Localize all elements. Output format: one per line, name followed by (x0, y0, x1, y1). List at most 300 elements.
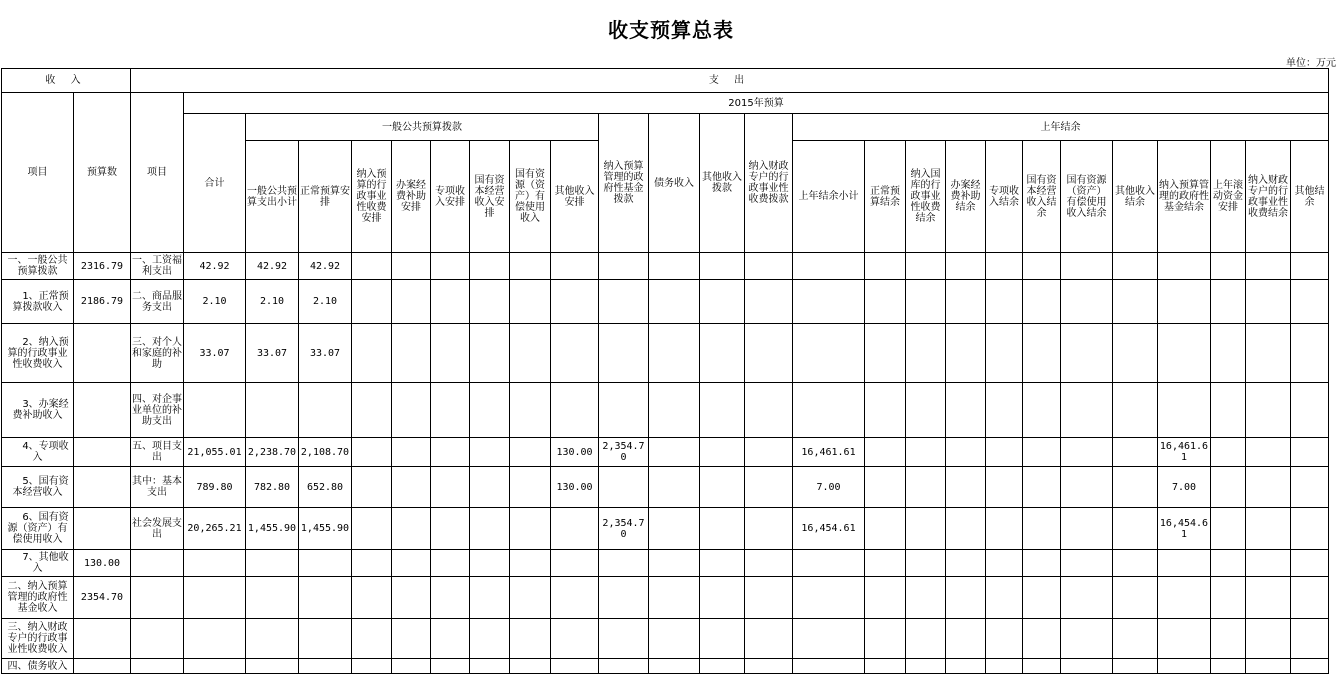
value-cell (1291, 550, 1329, 577)
value-cell (1061, 619, 1113, 659)
budget-cell: 2316.79 (74, 253, 131, 280)
value-cell (865, 438, 906, 467)
value-cell (1158, 253, 1211, 280)
value-cell (1211, 324, 1246, 383)
expense-item-cell: 四、对企事业单位的补助支出 (131, 383, 184, 438)
col-header: 纳入财政专户的行政事业性收费结余 (1246, 141, 1291, 253)
value-cell (865, 280, 906, 324)
value-cell (1061, 550, 1113, 577)
value-cell (1113, 467, 1158, 508)
value-cell (392, 508, 431, 550)
value-cell (599, 253, 649, 280)
value-cell (1246, 383, 1291, 438)
value-cell (1023, 280, 1061, 324)
value-cell (510, 438, 551, 467)
budget-cell: 130.00 (74, 550, 131, 577)
value-cell: 782.80 (246, 467, 299, 508)
value-cell (1061, 253, 1113, 280)
value-cell (1246, 550, 1291, 577)
value-cell (906, 383, 946, 438)
value-cell: 42.92 (299, 253, 352, 280)
value-cell (986, 659, 1023, 674)
value-cell (1291, 280, 1329, 324)
value-cell (906, 253, 946, 280)
income-item-header: 项目 (2, 93, 74, 253)
col-header: 其他收入拨款 (700, 114, 745, 253)
value-cell (1291, 383, 1329, 438)
total-cell: 789.80 (184, 467, 246, 508)
col-header: 正常预算安排 (299, 141, 352, 253)
value-cell (700, 659, 745, 674)
value-cell (865, 577, 906, 619)
value-cell (649, 619, 700, 659)
value-cell (246, 550, 299, 577)
value-cell (1023, 467, 1061, 508)
value-cell (1291, 577, 1329, 619)
value-cell (431, 280, 470, 324)
value-cell (986, 324, 1023, 383)
table-row (2, 659, 1329, 674)
value-cell (745, 253, 793, 280)
value-cell (599, 577, 649, 619)
value-cell (906, 467, 946, 508)
value-cell (986, 467, 1023, 508)
value-cell (649, 438, 700, 467)
budget-amount-header: 预算数 (74, 93, 131, 253)
value-cell (470, 619, 510, 659)
value-cell (865, 383, 906, 438)
income-header: 收 入 (2, 69, 131, 93)
table-row (2, 467, 1329, 508)
income-item-cell: 1、正常预算拨款收入 (2, 280, 74, 324)
value-cell (649, 508, 700, 550)
value-cell (1113, 253, 1158, 280)
value-cell (431, 619, 470, 659)
value-cell (1246, 467, 1291, 508)
value-cell (470, 253, 510, 280)
value-cell (649, 467, 700, 508)
value-cell (431, 324, 470, 383)
budget-cell: 2186.79 (74, 280, 131, 324)
value-cell (1158, 280, 1211, 324)
value-cell (1061, 324, 1113, 383)
value-cell (906, 619, 946, 659)
value-cell (551, 508, 599, 550)
value-cell (865, 659, 906, 674)
value-cell (1023, 508, 1061, 550)
value-cell (1113, 577, 1158, 619)
value-cell: 652.80 (299, 467, 352, 508)
value-cell (510, 253, 551, 280)
value-cell (1113, 508, 1158, 550)
value-cell (510, 383, 551, 438)
value-cell (793, 619, 865, 659)
value-cell (470, 383, 510, 438)
value-cell: 2,354.70 (599, 438, 649, 467)
value-cell (700, 467, 745, 508)
value-cell (793, 550, 865, 577)
value-cell (946, 508, 986, 550)
value-cell (649, 550, 700, 577)
value-cell (700, 577, 745, 619)
value-cell (1061, 659, 1113, 674)
value-cell (906, 324, 946, 383)
value-cell (392, 550, 431, 577)
col-header: 其他收入安排 (551, 141, 599, 253)
value-cell (649, 383, 700, 438)
value-cell (551, 383, 599, 438)
income-item-cell: 三、纳入财政专户的行政事业性收费收入 (2, 619, 74, 659)
expense-item-header: 项目 (131, 93, 184, 253)
col-header: 专项收入安排 (431, 141, 470, 253)
value-cell: 7.00 (1158, 467, 1211, 508)
col-header: 一般公共预算支出小计 (246, 141, 299, 253)
value-cell (246, 577, 299, 619)
value-cell (946, 383, 986, 438)
value-cell (1113, 438, 1158, 467)
value-cell (1158, 659, 1211, 674)
value-cell (986, 508, 1023, 550)
value-cell (906, 508, 946, 550)
value-cell (946, 619, 986, 659)
value-cell: 2,238.70 (246, 438, 299, 467)
value-cell (599, 467, 649, 508)
value-cell (352, 659, 392, 674)
col-header: 国有资本经营收入结余 (1023, 141, 1061, 253)
table-row (2, 383, 1329, 438)
value-cell (246, 659, 299, 674)
value-cell (1211, 253, 1246, 280)
total-cell (184, 619, 246, 659)
table-row (2, 508, 1329, 550)
value-cell (986, 438, 1023, 467)
value-cell (1246, 619, 1291, 659)
income-item-cell: 二、纳入预算管理的政府性基金收入 (2, 577, 74, 619)
value-cell (1211, 467, 1246, 508)
value-cell (299, 619, 352, 659)
value-cell (352, 577, 392, 619)
total-cell (184, 659, 246, 674)
value-cell (431, 253, 470, 280)
value-cell (946, 577, 986, 619)
value-cell (1158, 324, 1211, 383)
value-cell (793, 383, 865, 438)
value-cell (946, 550, 986, 577)
value-cell (1061, 467, 1113, 508)
col-header: 纳入国库的行政事业性收费结余 (906, 141, 946, 253)
last-year-group-header: 上年结余 (793, 114, 1329, 141)
table-row (2, 280, 1329, 324)
value-cell (649, 577, 700, 619)
value-cell: 42.92 (246, 253, 299, 280)
value-cell (431, 577, 470, 619)
value-cell (745, 659, 793, 674)
value-cell (649, 324, 700, 383)
value-cell (392, 577, 431, 619)
budget-cell (74, 467, 131, 508)
value-cell (352, 467, 392, 508)
value-cell (793, 253, 865, 280)
budget-cell (74, 659, 131, 674)
value-cell (510, 324, 551, 383)
expense-item-cell: 三、对个人和家庭的补助 (131, 324, 184, 383)
expense-header: 支 出 (131, 69, 1329, 93)
value-cell (946, 280, 986, 324)
table-row (2, 324, 1329, 383)
col-header: 办案经费补助安排 (392, 141, 431, 253)
expense-item-cell: 其中：基本支出 (131, 467, 184, 508)
value-cell (1246, 659, 1291, 674)
value-cell (1291, 508, 1329, 550)
value-cell (551, 253, 599, 280)
value-cell (352, 253, 392, 280)
value-cell (649, 659, 700, 674)
value-cell: 2.10 (246, 280, 299, 324)
value-cell (700, 438, 745, 467)
col-header: 专项收入结余 (986, 141, 1023, 253)
value-cell (299, 659, 352, 674)
col-header: 纳入预算管理的政府性基金拨款 (599, 114, 649, 253)
value-cell (352, 438, 392, 467)
income-item-cell: 2、纳入预算的行政事业性收费收入 (2, 324, 74, 383)
value-cell (470, 508, 510, 550)
value-cell (1023, 383, 1061, 438)
col-header: 国有资本经营收入安排 (470, 141, 510, 253)
value-cell: 33.07 (299, 324, 352, 383)
value-cell (1211, 619, 1246, 659)
unit-label: 单位：万元 (1286, 58, 1336, 69)
value-cell (470, 550, 510, 577)
value-cell (700, 324, 745, 383)
table-row (2, 438, 1329, 467)
value-cell: 130.00 (551, 467, 599, 508)
col-header: 国有资源（资产）有偿使用收入 (510, 141, 551, 253)
value-cell (1023, 659, 1061, 674)
value-cell (986, 253, 1023, 280)
value-cell (470, 280, 510, 324)
value-cell (1291, 659, 1329, 674)
value-cell (793, 659, 865, 674)
value-cell (1113, 550, 1158, 577)
value-cell (246, 383, 299, 438)
value-cell (986, 383, 1023, 438)
value-cell (1211, 659, 1246, 674)
value-cell (1113, 324, 1158, 383)
expense-item-cell: 社会发展支出 (131, 508, 184, 550)
value-cell (1291, 253, 1329, 280)
value-cell (745, 438, 793, 467)
value-cell (700, 619, 745, 659)
value-cell (1023, 577, 1061, 619)
value-cell (700, 508, 745, 550)
income-item-cell: 3、办案经费补助收入 (2, 383, 74, 438)
value-cell (793, 324, 865, 383)
total-cell: 2.10 (184, 280, 246, 324)
value-cell: 16,454.61 (793, 508, 865, 550)
value-cell (865, 253, 906, 280)
value-cell (1211, 383, 1246, 438)
value-cell (745, 550, 793, 577)
budget-table (1, 68, 1329, 674)
value-cell (865, 467, 906, 508)
value-cell (599, 383, 649, 438)
col-header: 债务收入 (649, 114, 700, 253)
page-title: 收支预算总表 (608, 18, 734, 42)
budget-cell (74, 508, 131, 550)
budget-cell (74, 619, 131, 659)
value-cell (745, 324, 793, 383)
value-cell (1158, 619, 1211, 659)
value-cell (510, 550, 551, 577)
value-cell: 7.00 (793, 467, 865, 508)
value-cell (431, 467, 470, 508)
value-cell (745, 280, 793, 324)
value-cell (1061, 508, 1113, 550)
col-header: 其他收入结余 (1113, 141, 1158, 253)
value-cell: 2,354.70 (599, 508, 649, 550)
value-cell (1291, 619, 1329, 659)
value-cell (1246, 280, 1291, 324)
col-header: 纳入预算管理的政府性基金结余 (1158, 141, 1211, 253)
value-cell (352, 280, 392, 324)
value-cell (1291, 438, 1329, 467)
value-cell (470, 659, 510, 674)
expense-item-cell (131, 659, 184, 674)
value-cell (865, 550, 906, 577)
col-header: 纳入预算的行政事业性收费安排 (352, 141, 392, 253)
value-cell (352, 383, 392, 438)
value-cell (599, 659, 649, 674)
value-cell (986, 280, 1023, 324)
value-cell (946, 438, 986, 467)
value-cell (1291, 467, 1329, 508)
value-cell (352, 508, 392, 550)
value-cell (865, 324, 906, 383)
expense-item-cell (131, 619, 184, 659)
value-cell: 1,455.90 (246, 508, 299, 550)
value-cell (906, 550, 946, 577)
value-cell (906, 577, 946, 619)
value-cell (599, 550, 649, 577)
col-header: 其他结余 (1291, 141, 1329, 253)
year-budget-header: 2015年预算 (184, 93, 1329, 114)
value-cell (431, 659, 470, 674)
value-cell (1246, 508, 1291, 550)
value-cell (510, 508, 551, 550)
value-cell (906, 659, 946, 674)
expense-item-cell: 二、商品服务支出 (131, 280, 184, 324)
total-cell (184, 550, 246, 577)
value-cell (1158, 383, 1211, 438)
value-cell (700, 383, 745, 438)
value-cell (1291, 324, 1329, 383)
value-cell (906, 438, 946, 467)
value-cell (551, 659, 599, 674)
value-cell (865, 619, 906, 659)
value-cell (745, 383, 793, 438)
value-cell (551, 619, 599, 659)
income-item-cell: 5、国有资本经营收入 (2, 467, 74, 508)
expense-item-cell (131, 577, 184, 619)
col-header: 纳入财政专户的行政事业性收费拨款 (745, 114, 793, 253)
value-cell (392, 383, 431, 438)
value-cell (510, 577, 551, 619)
value-cell (1113, 659, 1158, 674)
value-cell (551, 280, 599, 324)
value-cell (906, 280, 946, 324)
value-cell (1061, 280, 1113, 324)
value-cell (1158, 550, 1211, 577)
value-cell (431, 438, 470, 467)
value-cell (392, 438, 431, 467)
value-cell (793, 577, 865, 619)
income-item-cell: 四、债务收入 (2, 659, 74, 674)
value-cell (299, 550, 352, 577)
value-cell (392, 467, 431, 508)
total-cell (184, 383, 246, 438)
value-cell (599, 619, 649, 659)
table-row (2, 619, 1329, 659)
value-cell (1061, 577, 1113, 619)
value-cell (946, 659, 986, 674)
value-cell (510, 619, 551, 659)
budget-cell (74, 383, 131, 438)
value-cell (510, 280, 551, 324)
value-cell (745, 577, 793, 619)
value-cell (1211, 577, 1246, 619)
value-cell (649, 253, 700, 280)
col-header: 办案经费补助结余 (946, 141, 986, 253)
value-cell (551, 577, 599, 619)
total-header: 合计 (184, 114, 246, 253)
table-row (2, 577, 1329, 619)
total-cell: 21,055.01 (184, 438, 246, 467)
value-cell (599, 324, 649, 383)
value-cell (1023, 438, 1061, 467)
value-cell (1023, 253, 1061, 280)
income-item-cell: 4、专项收入 (2, 438, 74, 467)
value-cell (1061, 383, 1113, 438)
value-cell (392, 619, 431, 659)
value-cell (470, 324, 510, 383)
value-cell (1023, 550, 1061, 577)
value-cell (1023, 619, 1061, 659)
value-cell (246, 619, 299, 659)
value-cell (431, 508, 470, 550)
budget-cell: 2354.70 (74, 577, 131, 619)
income-item-cell: 6、国有资源（资产）有偿使用收入 (2, 508, 74, 550)
value-cell (1246, 577, 1291, 619)
value-cell: 16,461.61 (793, 438, 865, 467)
value-cell: 16,461.61 (1158, 438, 1211, 467)
value-cell (431, 550, 470, 577)
value-cell (946, 253, 986, 280)
value-cell (946, 324, 986, 383)
value-cell (551, 324, 599, 383)
value-cell (1061, 438, 1113, 467)
value-cell (599, 280, 649, 324)
value-cell (986, 577, 1023, 619)
value-cell (986, 550, 1023, 577)
expense-item-cell (131, 550, 184, 577)
value-cell (745, 467, 793, 508)
value-cell (551, 550, 599, 577)
value-cell (510, 659, 551, 674)
value-cell (700, 550, 745, 577)
value-cell (352, 324, 392, 383)
value-cell (1211, 550, 1246, 577)
value-cell (986, 619, 1023, 659)
